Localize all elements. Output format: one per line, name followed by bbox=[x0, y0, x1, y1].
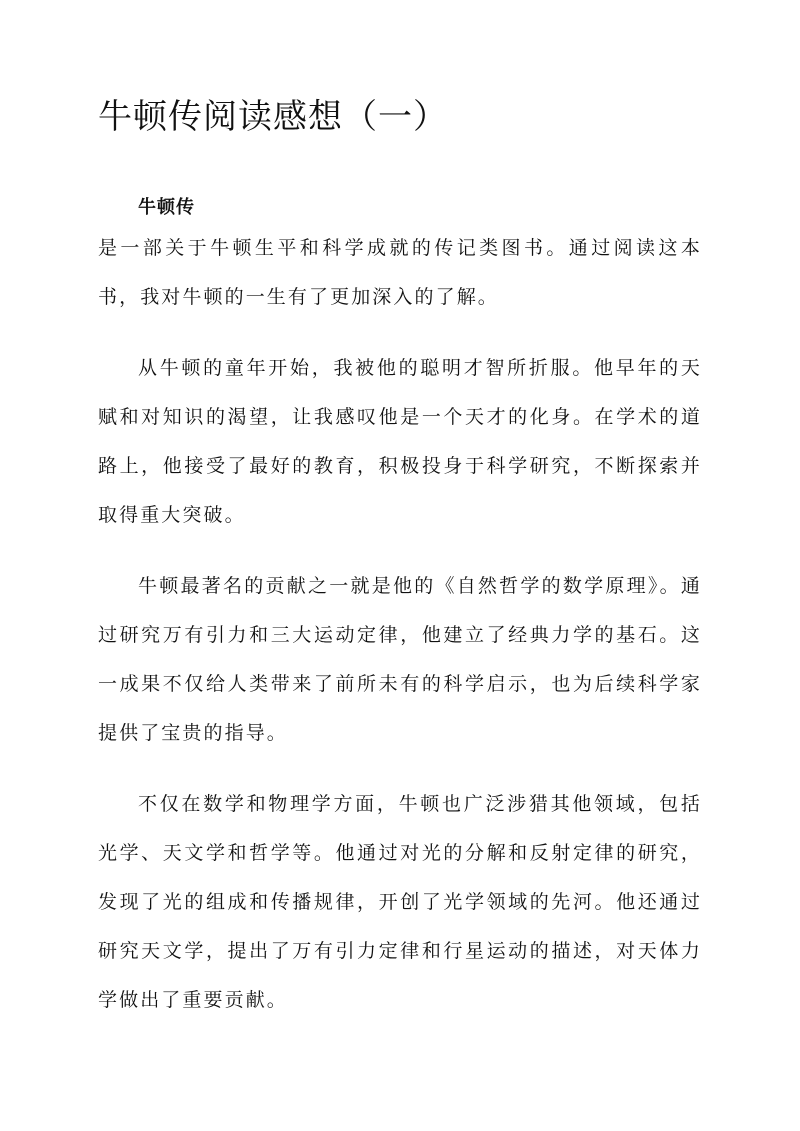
paragraph-principia: 牛顿最著名的贡献之一就是他的《自然哲学的数学原理》。通过研究万有引力和三大运动定律，他建立了经典力学的基石。这一成果不仅给人类带来了前所未有的科学启示，也为后续科学家提供了宝贵的指导。 bbox=[98, 575, 702, 744]
book-title: 牛顿传 bbox=[138, 197, 195, 218]
document-title: 牛顿传阅读感想（一） bbox=[98, 97, 448, 137]
paragraph-intro: 是一部关于牛顿生平和科学成就的传记类图书。通过阅读这本书，我对牛顿的一生有了更加深入的了解。 bbox=[98, 237, 702, 308]
paragraph-childhood: 从牛顿的童年开始，我被他的聪明才智所折服。他早年的天赋和对知识的渴望，让我感叹他是一个天才的化身。在学术的道路上，他接受了最好的教育，积极投身于科学研究，不断探索并取得重大突破。 bbox=[98, 357, 702, 526]
paragraph-other-fields: 不仅在数学和物理学方面，牛顿也广泛涉猎其他领域，包括光学、天文学和哲学等。他通过对光的分解和反射定律的研究，发现了光的组成和传播规律，开创了光学领域的先河。他还通过研究天文学，提出了万有引力定律和行星运动的描述，对天体力学做出了重要贡献。 bbox=[98, 793, 702, 1011]
